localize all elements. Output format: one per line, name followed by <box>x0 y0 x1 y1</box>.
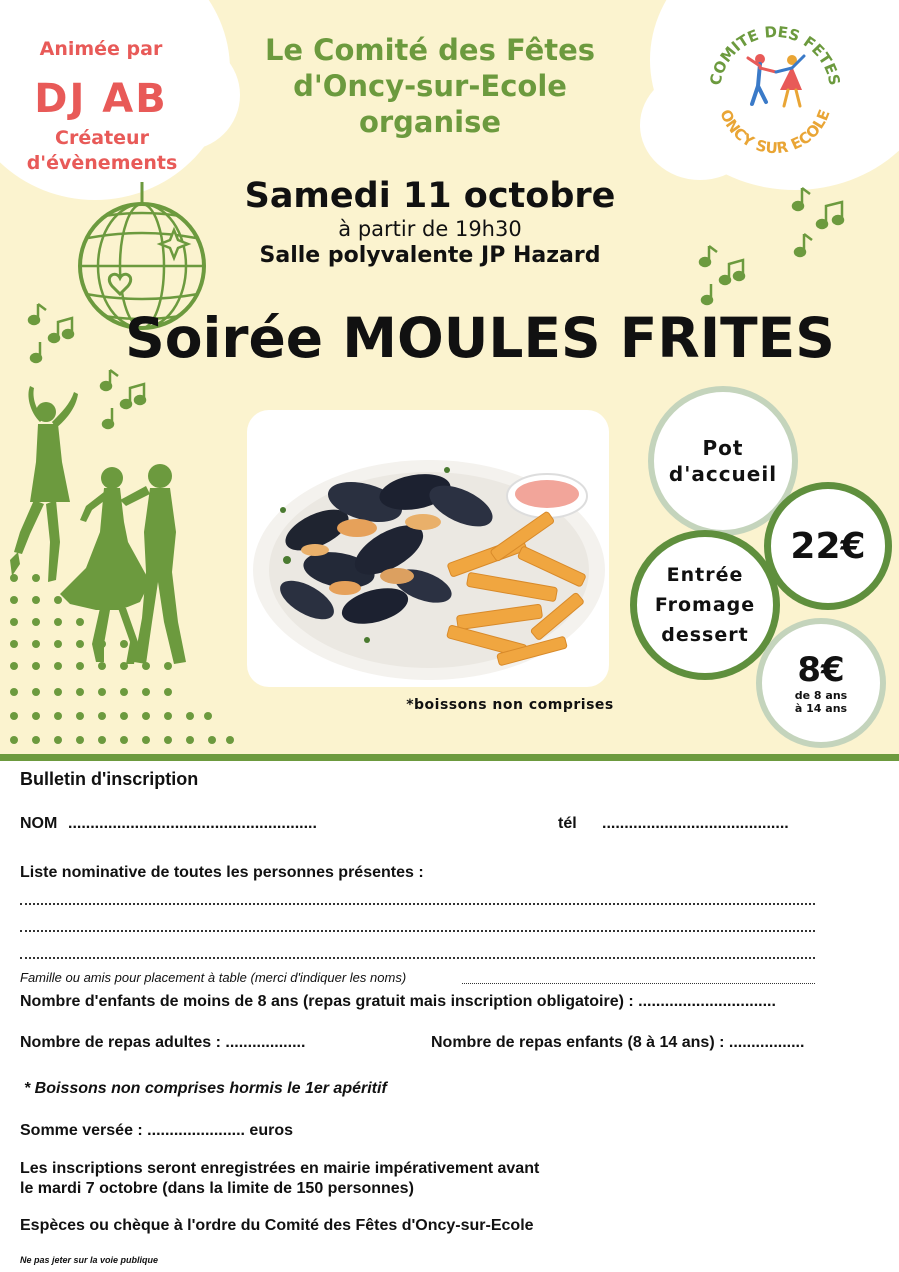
table-placement-label: Famille ou amis pour placement à table (merci d'indiquer les noms) <box>20 970 407 985</box>
event-date: Samedi 11 octobre <box>244 176 616 216</box>
child-meals-label[interactable]: Nombre de repas enfants (8 à 14 ans) : ................. <box>431 1034 805 1051</box>
menu-line1: Entrée <box>666 564 744 586</box>
child-price-badge <box>756 618 886 748</box>
dj-name: DJ AB <box>34 76 168 122</box>
logo-bottom-text: ONCY SUR ECOLE <box>716 106 834 158</box>
attendee-line-3[interactable] <box>20 957 815 959</box>
welcome-drink-line1: Pot <box>702 436 744 460</box>
child-age-line2: à 14 ans <box>794 702 848 715</box>
logo-top-text: COMITE DES FETES <box>706 22 844 87</box>
attendee-line-2[interactable] <box>20 930 815 932</box>
deadline-line2: le mardi 7 octobre (dans la limite de 150 personnes) <box>20 1180 414 1197</box>
table-placement-field[interactable] <box>462 983 815 984</box>
menu-badge <box>630 530 780 680</box>
committee-logo <box>700 14 850 164</box>
dotted-pattern <box>0 680 240 750</box>
form-title: Bulletin d'inscription <box>20 769 199 789</box>
music-notes-icon <box>790 186 850 266</box>
mussels-fries-photo <box>247 410 609 687</box>
organizer-line2: d'Oncy-sur-Ecole <box>293 69 567 103</box>
dj-role <box>6 126 198 176</box>
event-title: Soirée MOULES FRITES <box>125 306 835 370</box>
mussels-fries-illustration <box>247 410 609 687</box>
adult-price-badge <box>764 482 892 610</box>
dj-role-line2: d'évènements <box>26 152 178 174</box>
footer-note: Ne pas jeter sur la voie publique <box>20 1255 159 1265</box>
children-under-8-label[interactable]: Nombre d'enfants de moins de 8 ans (repas gratuit mais inscription obligatoire) : ............................... <box>20 993 776 1010</box>
music-notes-icon <box>26 302 76 366</box>
dancers-silhouette-icon <box>0 382 215 682</box>
adult-price: 22€ <box>790 525 866 567</box>
dj-intro: Animée par <box>39 38 163 60</box>
organizer-heading <box>225 32 635 140</box>
section-divider <box>0 754 899 761</box>
dancing-couple-icon <box>748 54 804 106</box>
amount-paid-label[interactable]: Somme versée : ...................... euros <box>20 1122 293 1139</box>
event-time: à partir de 19h30 <box>338 217 522 241</box>
tel-field[interactable]: .......................................... <box>602 815 789 832</box>
adult-meals-label[interactable]: Nombre de repas adultes : .................. <box>20 1034 306 1051</box>
form-drinks-note: * Boissons non comprises hormis le 1er apéritif <box>24 1080 387 1097</box>
attendee-line-1[interactable] <box>20 903 815 905</box>
organizer-line3: organise <box>358 105 502 139</box>
child-price: 8€ <box>797 650 845 690</box>
name-label: NOM <box>20 815 58 832</box>
drinks-note: *boissons non comprises <box>406 697 614 713</box>
name-field[interactable]: ........................................................ <box>68 815 317 832</box>
organizer-line1: Le Comité des Fêtes <box>264 33 596 67</box>
dj-role-line1: Créateur <box>55 127 149 149</box>
menu-line3: dessert <box>661 624 749 646</box>
payment-instructions: Espèces ou chèque à l'ordre du Comité des Fêtes d'Oncy-sur-Ecole <box>20 1217 534 1234</box>
menu-line2: Fromage <box>654 594 756 616</box>
welcome-drink-line2: d'accueil <box>668 462 778 486</box>
deadline-line1: Les inscriptions seront enregistrées en mairie impérativement avant <box>20 1160 540 1177</box>
event-venue: Salle polyvalente JP Hazard <box>259 243 601 268</box>
attendee-list-label: Liste nominative de toutes les personnes présentes : <box>20 864 424 881</box>
music-notes-icon <box>697 244 747 308</box>
tel-label: tél <box>558 815 577 832</box>
child-age-line1: de 8 ans <box>794 689 848 702</box>
